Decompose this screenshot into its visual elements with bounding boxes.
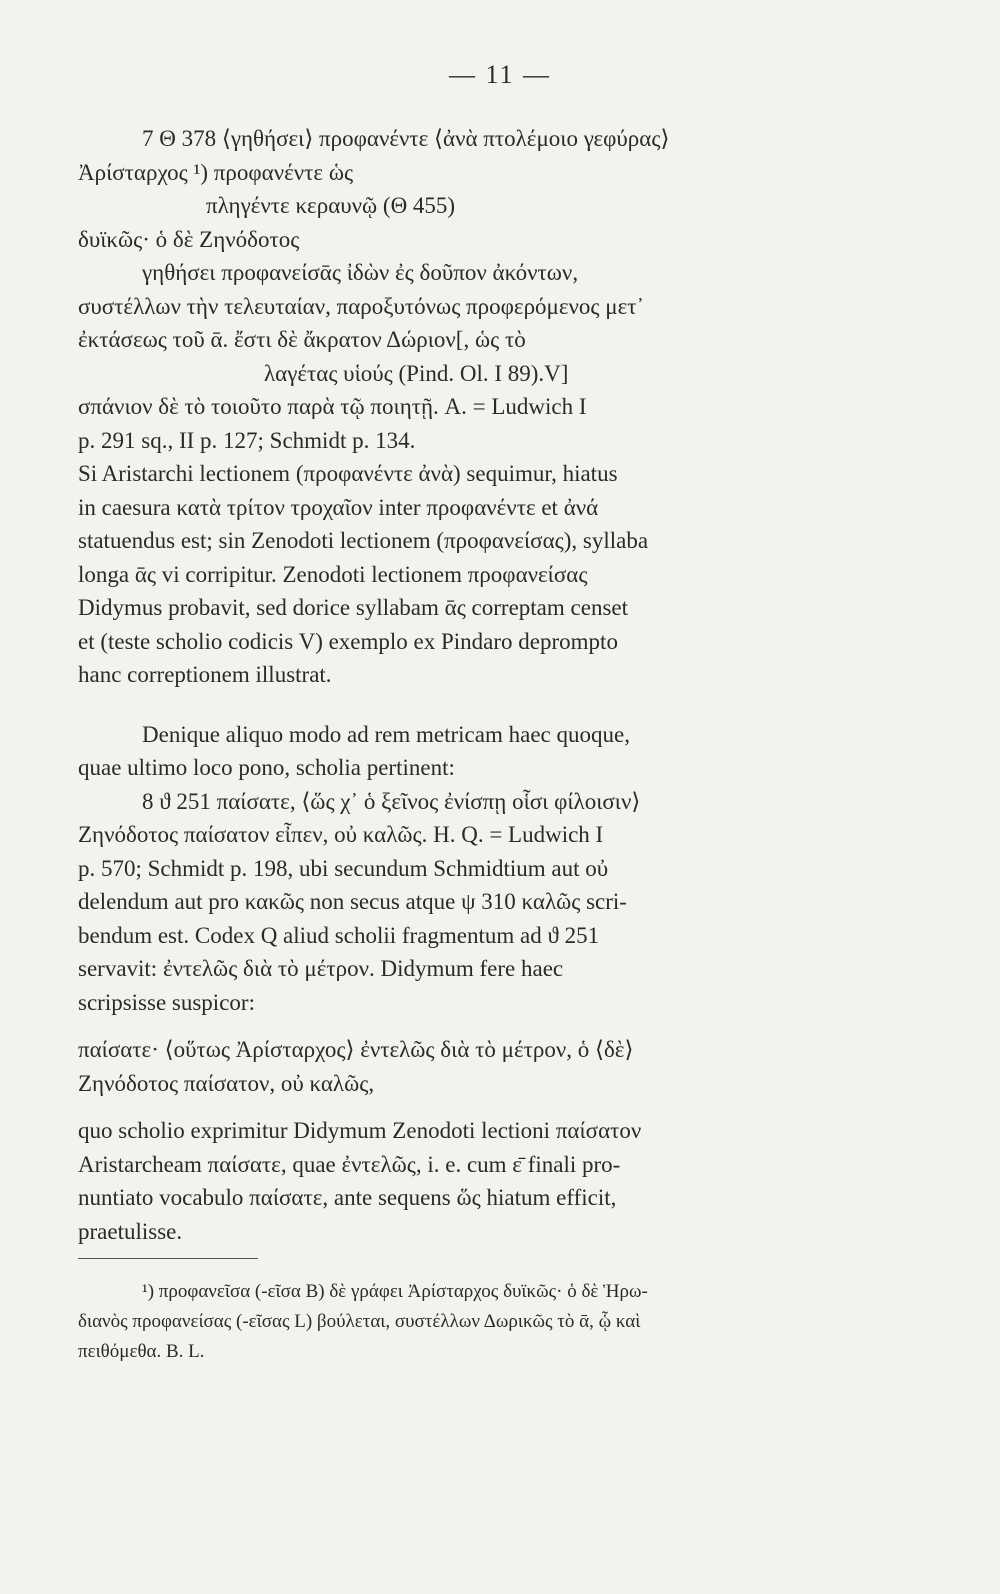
- text-line: praetulisse.: [78, 1218, 183, 1244]
- text-line: ἐκτάσεως τοῦ ᾱ. ἔστι δὲ ἄκρατον Δώριον[, ὡς τὸ: [78, 327, 526, 352]
- text-line: γηθήσει προφανείσᾱς ἰδὼν ἐς δοῦπον ἀκόντων,: [142, 260, 579, 285]
- text-line: in caesura κατὰ τρίτον τροχαῖον inter προφανέντε et ἀνά: [78, 494, 599, 520]
- text-line: παίσατε· ⟨οὕτως Ἀρίσταρχος⟩ ἐντελῶς διὰ τὸ μέτρον, ὁ ⟨δὲ⟩: [78, 1037, 634, 1062]
- text-line: 8 ϑ 251 παίσατε, ⟨ὥς χ᾽ ὁ ξεῖνος ἐνίσπῃ οἷσι φίλοισιν⟩: [142, 788, 641, 814]
- footnote-line: πειθόμεθα. B. L.: [78, 1341, 205, 1362]
- text-line: statuendus est; sin Zenodoti lectionem (προφανείσας), syllaba: [78, 528, 649, 553]
- text-line: et (teste scholio codicis V) exemplo ex Pindaro deprompto: [78, 628, 618, 654]
- text-line: Didymus probavit, sed dorice syllabam ᾱς correptam censet: [78, 595, 629, 620]
- text-line: scripsisse suspicor:: [78, 989, 255, 1015]
- text-line: longa ᾱς vi corripitur. Zenodoti lectionem προφανείσας: [78, 561, 588, 587]
- text-line: delendum aut pro κακῶς non secus atque ψ 310 καλῶς scri-: [78, 889, 627, 914]
- text-line: Si Aristarchi lectionem (προφανέντε ἀνὰ) sequimur, hiatus: [78, 461, 618, 486]
- text-line: Ζηνόδοτος παίσατον εἶπεν, οὐ καλῶς. H. Q. = Ludwich I: [78, 822, 604, 847]
- text-line: nuntiato vocabulo παίσατε, ante sequens ὥς hiatum efficit,: [78, 1185, 617, 1210]
- footnote-divider: [78, 1258, 258, 1259]
- footnote-line: διανὸς προφανείσας (-εῖσας L) βούλεται, συστέλλων Δωρικῶς τὸ ᾱ, ᾧ καὶ: [78, 1311, 641, 1332]
- text-line: Aristarcheam παίσατε, quae ἐντελῶς, i. e. cum ε̄ finali pro-: [78, 1151, 621, 1177]
- text-line: p. 291 sq., II p. 127; Schmidt p. 134.: [78, 427, 416, 453]
- text-line: πληγέντε κεραυνῷ (Θ 455): [206, 193, 456, 218]
- text-line: 7 Θ 378 ⟨γηθήσει⟩ προφανέντε ⟨ἀνὰ πτολέμοιο γεφύρας⟩: [142, 126, 670, 151]
- text-line: quae ultimo loco pono, scholia pertinent:: [78, 755, 455, 780]
- footnote-line: ¹) προφανεῖσα (-εῖσα B) δὲ γράφει Ἀρίσταρχος δυϊκῶς· ὁ δὲ Ἡρω-: [142, 1281, 648, 1302]
- main-text: [78, 122, 884, 1367]
- paragraph-gap: [78, 1019, 884, 1033]
- text-line: Denique aliquo modo ad rem metricam haec quoque,: [142, 721, 630, 747]
- text-line: λαγέτας υἱούς (Pind. Ol. I 89).V]: [264, 360, 569, 386]
- text-line: p. 570; Schmidt p. 198, ubi secundum Schmidtium aut οὐ: [78, 855, 609, 881]
- text-line: Ζηνόδοτος παίσατον, οὐ καλῶς,: [78, 1070, 375, 1096]
- page-number-header: — 11 —: [448, 60, 552, 89]
- paragraph-gap: [78, 692, 884, 718]
- text-line: quo scholio exprimitur Didymum Zenodoti lectioni παίσατον: [78, 1118, 642, 1143]
- text-line: δυϊκῶς· ὁ δὲ Ζηνόδοτος: [78, 226, 300, 252]
- text-line: συστέλλων τὴν τελευταίαν, παροξυτόνως προφερόμενος μετ᾽: [78, 293, 645, 319]
- text-line: σπάνιον δὲ τὸ τοιοῦτο παρὰ τῷ ποιητῇ. A. = Ludwich I: [78, 394, 587, 419]
- paragraph-gap: [78, 1100, 884, 1114]
- text-line: Ἀρίσταρχος ¹) προφανέντε ὡς: [78, 159, 354, 185]
- text-line: servavit: ἐντελῶς διὰ τὸ μέτρον. Didymum fere haec: [78, 956, 564, 981]
- text-line: hanc correptionem illustrat.: [78, 662, 332, 687]
- text-line: bendum est. Codex Q aliud scholii fragmentum ad ϑ 251: [78, 922, 600, 948]
